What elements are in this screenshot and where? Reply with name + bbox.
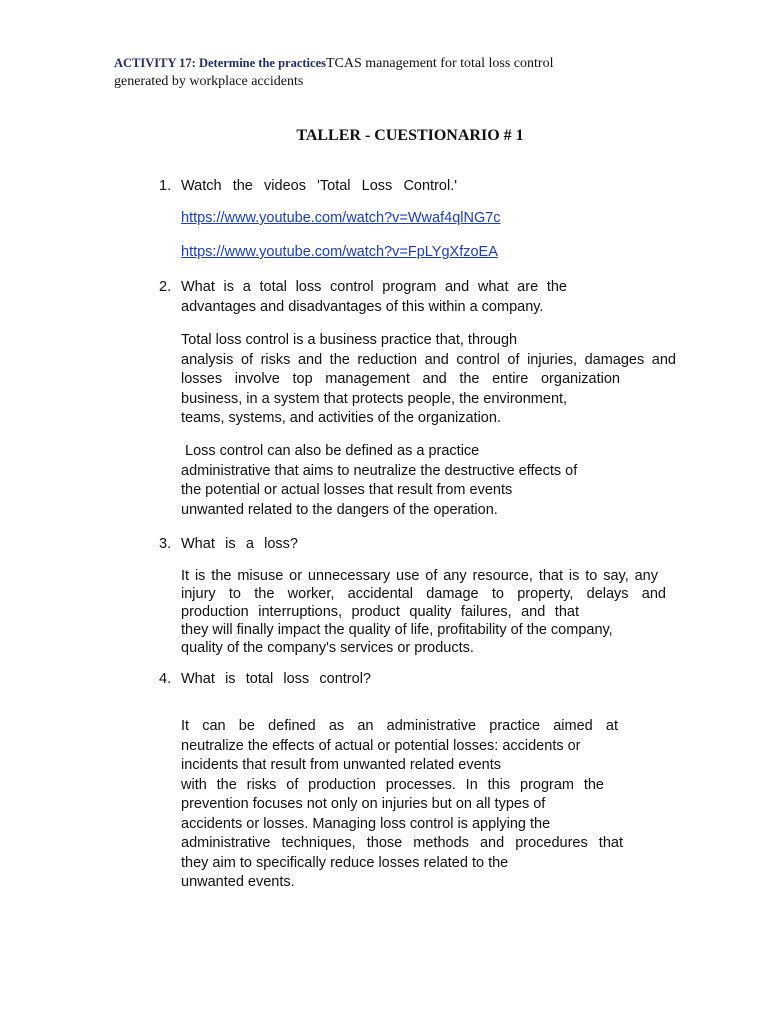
answer-line: Total loss control is a business practice that, through	[181, 332, 518, 348]
item-1-number: 1.	[159, 178, 172, 194]
item-2-number: 2.	[159, 279, 172, 295]
page-title: TALLER - CUESTIONARIO # 1	[296, 127, 524, 144]
answer-line: Loss control can also be defined as a practice	[181, 443, 480, 459]
answer-line: administrative techniques, those methods and procedures that	[181, 835, 623, 851]
answer-line: teams, systems, and activities of the organization.	[181, 410, 501, 426]
header-line-2: generated by workplace accidents	[114, 74, 304, 89]
answer-line: prevention focuses not only on injuries but on all types of	[181, 796, 546, 812]
answer-line: quality of the company's services or products.	[181, 640, 474, 656]
item-1-question	[181, 177, 457, 196]
item-4-question	[181, 670, 371, 689]
answer-line: unwanted events.	[181, 874, 295, 890]
answer-line: It is the misuse or unnecessary use of any resource, that is to say, any	[181, 568, 658, 584]
answer-line: injury to the worker, accidental damage to property, delays and	[181, 586, 666, 602]
header-text: TCAS management for total loss control	[326, 56, 554, 71]
item-4-number: 4.	[159, 671, 172, 687]
item-2-answer-paragraph-2	[181, 442, 577, 520]
item-2-question-line: What is a total loss control program and what are the	[181, 279, 567, 295]
answer-line: they will finally impact the quality of life, profitability of the company,	[181, 622, 613, 638]
item-4-question-text: What is total loss control?	[181, 671, 371, 687]
document-header	[114, 54, 553, 91]
answer-line: with the risks of production processes. In this program the	[181, 776, 604, 793]
item-3-answer	[181, 567, 666, 657]
answer-line: neutralize the effects of actual or potential losses: accidents or	[181, 737, 581, 754]
video-link-1[interactable]: https://www.youtube.com/watch?v=Wwaf4qlNG7c	[181, 210, 501, 226]
activity-label: ACTIVITY 17: Determine the practices	[114, 56, 326, 70]
item-3-question-text: What is a loss?	[181, 536, 298, 552]
item-3-question	[181, 535, 298, 554]
item-2-question	[181, 278, 567, 297]
item-3-number: 3.	[159, 536, 172, 552]
answer-line: business, in a system that protects people, the environment,	[181, 390, 568, 407]
answer-line: losses involve top management and the entire organization	[181, 371, 620, 387]
item-4-answer	[181, 717, 623, 893]
video-link-2[interactable]: https://www.youtube.com/watch?v=FpLYgXfzoEA	[181, 244, 498, 260]
item-2-answer-paragraph-1	[181, 331, 676, 429]
header-line-1	[114, 54, 553, 73]
item-2-question-line: advantages and disadvantages of this within a company.	[181, 299, 544, 315]
answer-line: the potential or actual losses that result from events	[181, 482, 513, 498]
item-1-question-text: Watch the videos 'Total Loss Control.'	[181, 178, 457, 194]
answer-line: they aim to specifically reduce losses related to the	[181, 854, 509, 871]
answer-line: unwanted related to the dangers of the operation.	[181, 501, 498, 518]
answer-line: administrative that aims to neutralize the destructive effects of	[181, 462, 578, 479]
answer-line: It can be defined as an administrative practice aimed at	[181, 718, 618, 734]
answer-line: production interruptions, product quality failures, and that	[181, 604, 579, 620]
answer-line: incidents that result from unwanted related events	[181, 757, 501, 773]
answer-line: analysis of risks and the reduction and control of injuries, damages and	[181, 351, 676, 368]
answer-line: accidents or losses. Managing loss control is applying the	[181, 815, 551, 832]
